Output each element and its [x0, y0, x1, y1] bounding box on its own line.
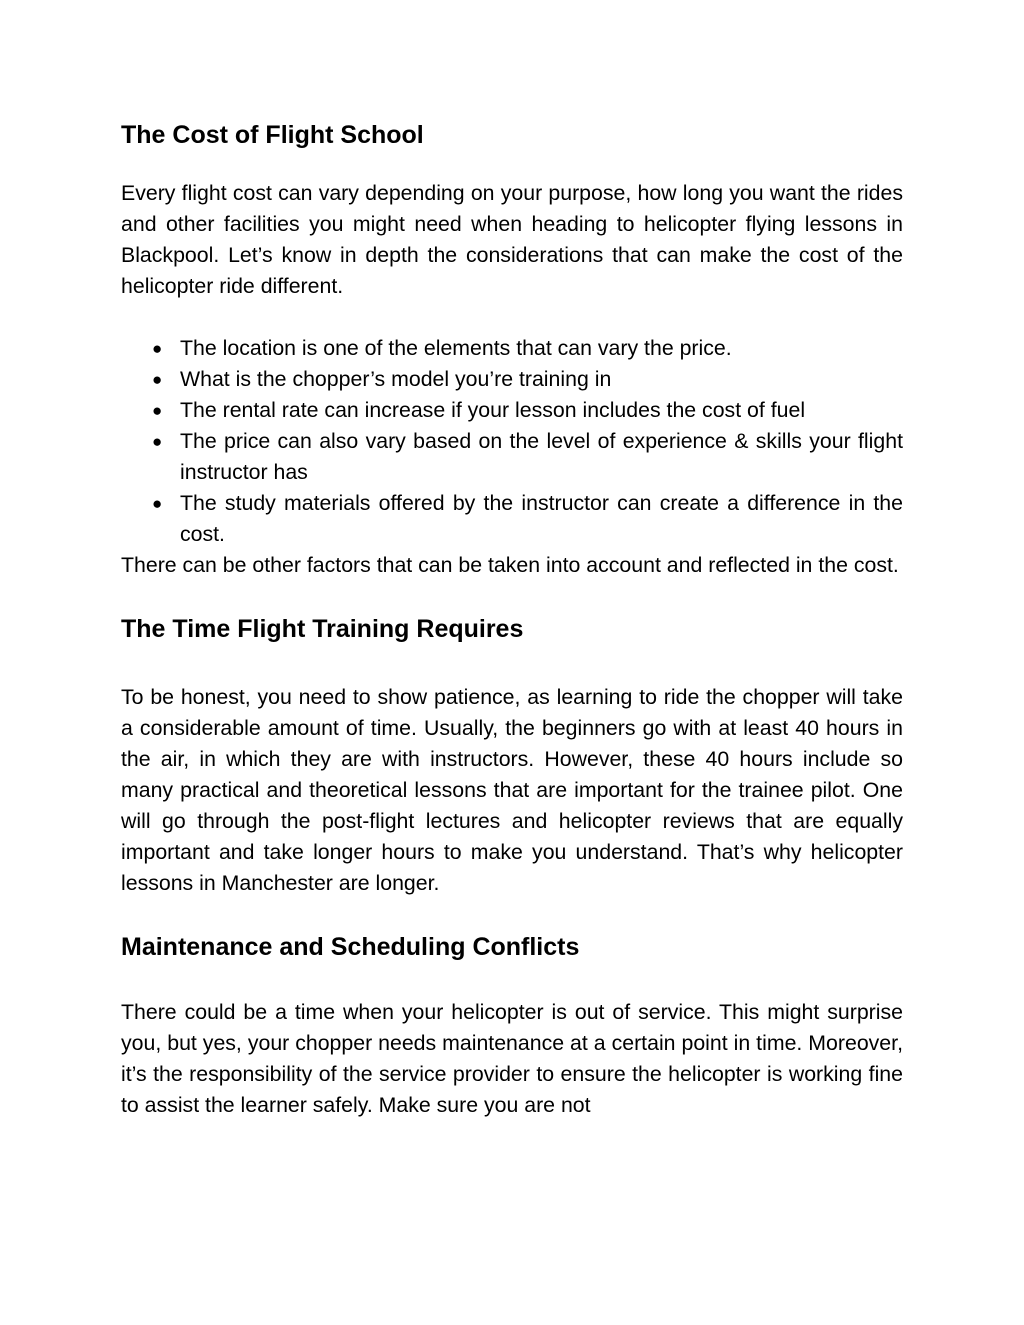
document-page: [121, 0, 903, 1121]
section-paragraph-maintenance: There could be a time when your helicopter is out of service. This might surprise you, but yes, your chopper needs maintenance at a certain point in time. Moreover, it’s the responsibility of the service provider to ensure the helicopter is working fine to assist the learner safely. Make sure you are not: [121, 1000, 903, 1117]
list-item-text: The rental rate can increase if your lesson includes the cost of fuel: [180, 398, 806, 422]
list-item: [121, 488, 903, 550]
list-item-text: The price can also vary based on the level of experience & skills your flight instructor has: [180, 429, 903, 484]
section-paragraph-other-factors: There can be other factors that can be taken into account and reflected in the cost.: [121, 553, 899, 577]
bullet-icon: ●: [152, 494, 163, 513]
section-paragraph-cost: Every flight cost can vary depending on your purpose, how long you want the rides and other facilities you might need when heading to helicopter flying lessons in Blackpool. Let’s know in depth the considerations that can make the cost of the helicopter ride different.: [121, 181, 903, 298]
section-heading-time: The Time Flight Training Requires: [121, 615, 524, 643]
bullet-icon: ●: [152, 339, 163, 358]
list-item: [121, 426, 903, 488]
bullet-icon: ●: [152, 401, 163, 420]
bullet-icon: ●: [152, 370, 163, 389]
cost-factors-list: [121, 333, 903, 550]
section-paragraph-time: To be honest, you need to show patience, as learning to ride the chopper will take a considerable amount of time. Usually, the beginners go with at least 40 hours in the air, in which they are with instructors. However, these 40 hours include so many practical and theoretical lessons that are important for the trainee pilot. One will go through the post-flight lectures and helicopter reviews that are equally important and take longer hours to make you understand. That’s why helicopter lessons in Manchester are longer.: [121, 685, 903, 895]
list-item: [121, 333, 903, 364]
section-heading-maintenance: Maintenance and Scheduling Conflicts: [121, 933, 580, 961]
list-item: [121, 364, 903, 395]
section-heading-cost: The Cost of Flight School: [121, 121, 424, 149]
list-item-text: The location is one of the elements that can vary the price.: [180, 336, 732, 360]
list-item-text: What is the chopper’s model you’re training in: [180, 367, 612, 391]
bullet-icon: ●: [152, 432, 163, 451]
list-item-text: The study materials offered by the instructor can create a difference in the cost.: [180, 491, 903, 546]
list-item: [121, 395, 903, 426]
